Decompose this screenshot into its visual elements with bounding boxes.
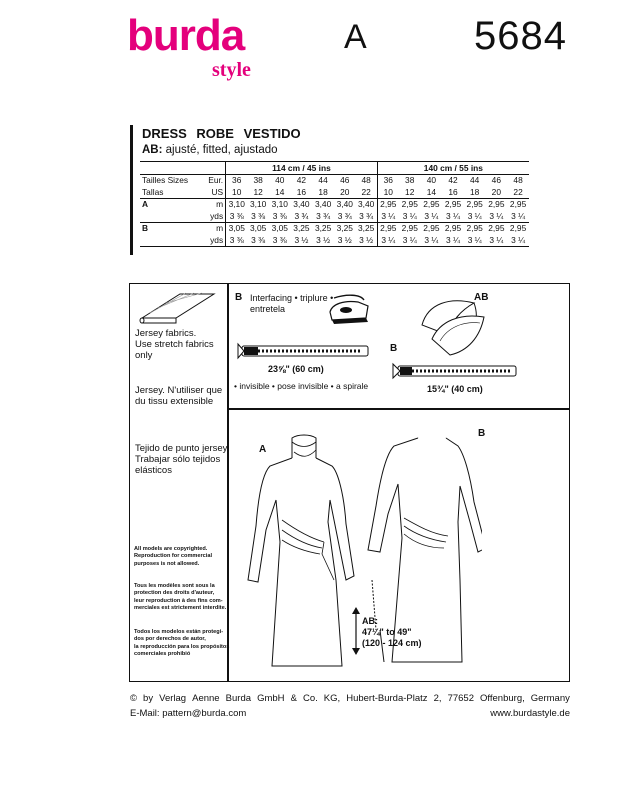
view-label: A (142, 199, 149, 210)
copyright-note-fr (134, 583, 226, 613)
table-cell: 3 ¼ (464, 234, 486, 246)
shoulder-pads-icon (418, 295, 494, 359)
table-cell: 3 ¼ (486, 234, 508, 246)
note-line: Use stretch fabrics (135, 339, 214, 350)
brand-logo-sub: style (212, 59, 251, 81)
size-cell: 14 (421, 186, 443, 198)
note-line: protection des droits d'auteur, (134, 590, 215, 597)
table-cell: 3,10 (249, 199, 267, 210)
table-cell: 2,95 (423, 223, 440, 234)
length-prefix: AB: (362, 616, 378, 626)
table-cell: 3,05 (271, 223, 288, 234)
note-line: leur reproduction à des fins com- (134, 597, 223, 604)
size-cell: 20 (486, 186, 508, 198)
iron-icon (326, 292, 372, 330)
table-cell: 2,95 (466, 199, 483, 210)
us-label: US (206, 186, 226, 198)
fit-views-label: AB: (142, 144, 163, 156)
size-cell: 16 (442, 186, 464, 198)
table-cell: 3 ¾ (334, 210, 356, 222)
dress-view-a-illustration (236, 430, 356, 675)
note-line: only (135, 350, 153, 361)
size-cell: 42 (296, 175, 307, 186)
size-cell: 40 (275, 175, 285, 186)
note-line: Reproduction for commercial (134, 553, 213, 560)
note-line: Tous les modèles sont sous la (134, 583, 215, 589)
note-line: Jersey fabrics. (135, 328, 197, 339)
table-cell: 3,10 (271, 199, 288, 210)
footer-word: Aenne (192, 693, 220, 704)
table-cell: 3 ¼ (507, 210, 529, 222)
table-cell: 2,95 (509, 223, 527, 234)
footer-word: Co. (302, 693, 318, 704)
note-line: comerciales prohibió (134, 651, 191, 658)
fit-description (142, 144, 278, 156)
note-line: Tejido de punto jersey. (135, 443, 230, 454)
table-cell: 3 ¼ (464, 210, 486, 222)
table-cell: 3 ⅜ (269, 234, 291, 246)
zipper-long-length: 23⅝" (60 cm) (268, 364, 324, 374)
table-cell: 3,25 (358, 223, 375, 234)
table-cell: 3 ⅜ (247, 234, 269, 246)
frame-divider-vertical (227, 283, 229, 682)
size-cell: 22 (356, 186, 378, 198)
table-cell: 2,95 (401, 223, 418, 234)
view-a-label: A (259, 444, 267, 455)
copyright-note-en (134, 546, 212, 568)
table-cell: 3 ¼ (486, 210, 508, 222)
unit-label: m (216, 199, 224, 210)
fit-text: ajusté, fitted, ajustado (165, 144, 278, 156)
footer-website[interactable]: www.burdastyle.de (490, 708, 570, 719)
table-cell: 3 ¼ (399, 234, 421, 246)
frame-divider-horizontal (227, 408, 570, 410)
table-cell: 2,95 (377, 222, 399, 234)
us-size-row (140, 186, 529, 198)
table-cell: 3,40 (336, 199, 353, 210)
table-cell: 3 ½ (312, 234, 334, 246)
size-cell: 48 (361, 175, 371, 186)
table-cell: 3 ¾ (312, 210, 334, 222)
interfacing-view-label: B (235, 292, 243, 303)
garment-title: DRESS ROBE VESTIDO (142, 126, 301, 141)
table-cell: 3 ⅜ (269, 210, 291, 222)
table-cell: 3 ¼ (399, 210, 421, 222)
pattern-number: 5684 (474, 14, 567, 58)
footer-word: Germany (530, 693, 570, 704)
size-cell: 42 (448, 175, 458, 186)
eur-label: Eur. (208, 175, 224, 186)
table-cell: 2,95 (488, 223, 505, 234)
footer-word: Verlag (159, 693, 187, 704)
table-cell: 3 ¼ (442, 234, 464, 246)
note-line: Trabajar sólo tejidos (135, 454, 221, 465)
table-cell: 3,05 (249, 223, 267, 234)
table-cell: 3 ⅜ (226, 234, 248, 246)
table-cell: 2,95 (377, 198, 399, 210)
footer-word: Hubert-Burda-Platz (346, 693, 428, 704)
table-cell: 2,95 (423, 199, 440, 210)
table-cell: 3 ¼ (507, 234, 529, 246)
table-cell: 3 ¼ (377, 210, 399, 222)
table-cell: 2,95 (444, 223, 462, 234)
footer-word: 77652 (447, 693, 474, 704)
table-cell: 3,25 (314, 223, 332, 234)
note-line: Jersey. N'utiliser que (135, 385, 223, 396)
footer-word: by (143, 693, 154, 704)
footer-email[interactable]: E-Mail: pattern@burda.com (130, 708, 247, 719)
unit-label: yds (206, 234, 226, 246)
size-cell: 12 (247, 186, 269, 198)
footer-word: & (290, 693, 297, 704)
size-cell: 36 (377, 174, 399, 186)
fabric-bolt-icon (136, 290, 218, 326)
size-cell: 18 (464, 186, 486, 198)
note-line: elásticos (135, 465, 172, 476)
table-cell: 3 ⅜ (247, 210, 269, 222)
footer-word: Offenburg, (480, 693, 525, 704)
size-cell: 10 (377, 186, 399, 198)
note-line: All models are copyrighted. (134, 546, 208, 552)
eur-size-row (140, 174, 529, 186)
size-cell: 14 (269, 186, 291, 198)
brand-logo: burda (127, 11, 245, 60)
table-cell: 3 ¼ (377, 234, 399, 246)
footer-word: 2, (433, 693, 442, 704)
footer-word: KG, (323, 693, 341, 704)
unit-label: m (216, 223, 224, 234)
unit-label: yds (206, 210, 226, 222)
table-cell: 3 ¼ (421, 234, 443, 246)
table-row (140, 234, 529, 246)
size-cell: 10 (226, 186, 248, 198)
zipper-short-length: 15¾" (40 cm) (427, 384, 483, 394)
table-cell: 3 ¼ (421, 210, 443, 222)
view-b-label: B (478, 428, 486, 439)
table-cell: 3,40 (293, 199, 310, 210)
zipper-types: • invisible • pose invisible • a spirale (234, 381, 369, 391)
title-accent-bar (130, 125, 133, 255)
note-line: Todos los modelos están protegi- (134, 629, 224, 635)
size-cell: 44 (318, 175, 328, 186)
table-cell: 3,05 (226, 222, 248, 234)
width-114-header: 114 cm / 45 ins (226, 162, 378, 175)
copyright-note-es (134, 629, 229, 659)
size-cell: 18 (312, 186, 334, 198)
table-cell: 3,40 (358, 199, 375, 210)
size-cell: 46 (340, 175, 350, 186)
table-cell: 3,25 (336, 223, 353, 234)
table-cell: 2,95 (444, 199, 462, 210)
note-line: Interfacing • triplure • (250, 293, 334, 303)
note-line: dos por derechos de autor, (134, 636, 206, 643)
table-cell: 3 ¾ (356, 210, 378, 222)
size-label-es: Tallas (140, 186, 206, 198)
table-cell: 2,95 (466, 223, 483, 234)
table-cell: 3 ½ (291, 234, 313, 246)
length-cm: (120 - 124 cm) (362, 638, 422, 648)
zipper-short-icon (390, 360, 524, 382)
length-inches: 47¼" to 49" (362, 627, 412, 637)
fabric-note-en (135, 328, 214, 361)
width-140-header: 140 cm / 55 ins (377, 162, 529, 175)
zipper-short-view-label: B (390, 343, 398, 354)
fabric-note-fr (135, 385, 222, 407)
table-cell: 3 ½ (334, 234, 356, 246)
size-cell: 44 (470, 175, 480, 186)
size-range-letter: A (344, 18, 367, 56)
footer-copyright (130, 693, 570, 704)
note-line: du tissu extensible (135, 396, 214, 407)
size-cell: 40 (426, 175, 437, 186)
table-cell: 3 ⅜ (226, 210, 248, 222)
size-cell: 38 (253, 175, 263, 186)
width-header-row (140, 162, 529, 175)
table-cell: 3 ¼ (442, 210, 464, 222)
table-row (140, 210, 529, 222)
size-cell: 16 (291, 186, 313, 198)
shoulder-pads-view-label: AB (474, 292, 489, 303)
table-cell: 3 ¾ (291, 210, 313, 222)
table-row (140, 198, 529, 210)
size-cell: 22 (507, 186, 529, 198)
size-label: Tailles Sizes (142, 175, 189, 186)
note-line: la reproducción para los propósitos (134, 643, 230, 650)
yardage-table (140, 161, 529, 247)
table-cell: 3 ½ (356, 234, 378, 246)
table-row (140, 222, 529, 234)
table-cell: 3,40 (314, 199, 332, 210)
table-cell: 2,95 (509, 199, 527, 210)
table-cell: 3,25 (293, 223, 310, 234)
note-line: merciales est strictement interdite. (134, 605, 227, 612)
footer-word: GmbH (257, 693, 285, 704)
length-annotation (362, 616, 422, 649)
interfacing-label (250, 293, 333, 314)
table-cell: 3,10 (226, 198, 248, 210)
size-cell: 12 (399, 186, 421, 198)
length-arrow-icon (350, 606, 362, 656)
footer-word: © (130, 693, 137, 704)
size-cell: 48 (513, 175, 523, 186)
zipper-long-icon (236, 340, 376, 362)
note-line: entretela (250, 303, 286, 314)
size-cell: 46 (491, 175, 501, 186)
table-cell: 2,95 (488, 199, 505, 210)
fabric-note-es (135, 443, 229, 476)
footer-word: Burda (225, 693, 252, 704)
table-cell: 2,95 (401, 199, 418, 210)
size-cell: 38 (405, 175, 415, 186)
size-cell: 20 (334, 186, 356, 198)
view-label: B (142, 223, 149, 234)
note-line: purposes is not allowed. (134, 560, 200, 567)
size-cell: 36 (226, 174, 248, 186)
